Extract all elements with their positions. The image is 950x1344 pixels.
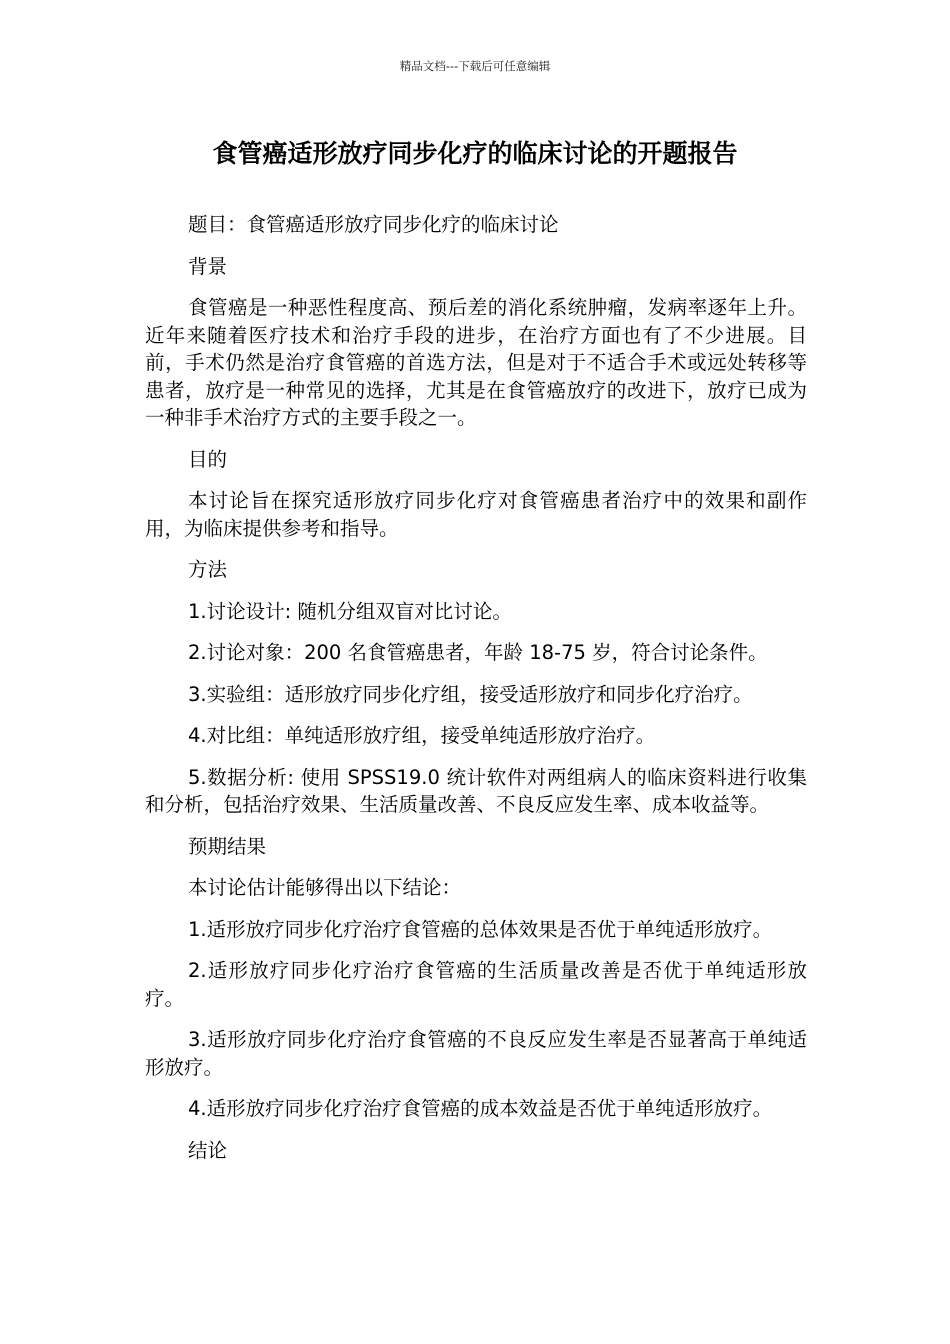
background-paragraph: 食管癌是一种恶性程度高、预后差的消化系统肿瘤，发病率逐年上升。近年来随着医疗技术和治疗手段的进步，在治疗方面也有了不少进展。目前，手术仍然是治疗食管癌的首选方法，但是对于不适合手术或远处转移等患者，放疗是一种常见的选择，尤其是在食管癌放疗的改进下，放疗已成为一种非手术治疗方式的主要手段之一。 (145, 296, 807, 429)
expected-results-intro: 本讨论估计能够得出以下结论： (188, 876, 462, 899)
method-item-experimental-group: 3.实验组：适形放疗同步化疗组，接受适形放疗和同步化疗治疗。 (188, 682, 753, 706)
method-item-data-analysis: 5.数据分析: 使用 SPSS19.0 统计软件对两组病人的临床资料进行收集和分析，包括治疗效果、生活质量改善、不良反应发生率、成本收益等。 (145, 765, 807, 816)
document-body (145, 211, 807, 1178)
subject-line: 题目：食管癌适形放疗同步化疗的临床讨论 (188, 213, 559, 236)
expected-result-item-2: 2.适形放疗同步化疗治疗食管癌的生活质量改善是否优于单纯适形放疗。 (145, 959, 807, 1010)
expected-result-item-4: 4.适形放疗同步化疗治疗食管癌的成本效益是否优于单纯适形放疗。 (188, 1097, 773, 1120)
document-title: 食管癌适形放疗同步化疗的临床讨论的开题报告 (212, 139, 738, 168)
purpose-paragraph: 本讨论旨在探究适形放疗同步化疗对食管癌患者治疗中的效果和副作用，为临床提供参考和指导。 (145, 489, 807, 540)
method-item-subjects: 2.讨论对象：200 名食管癌患者，年龄 18-75 岁，符合讨论条件。 (188, 641, 768, 664)
section-heading-conclusion: 结论 (188, 1138, 228, 1162)
header-note: 精品文档---下载后可任意编辑 (399, 59, 551, 73)
section-heading-expected-results: 预期结果 (188, 834, 267, 858)
method-item-control-group: 4.对比组：单纯适形放疗组，接受单纯适形放疗治疗。 (188, 724, 656, 747)
expected-result-item-3: 3.适形放疗同步化疗治疗食管癌的不良反应发生率是否显著高于单纯适形放疗。 (145, 1028, 807, 1079)
section-heading-background: 背景 (188, 254, 228, 278)
method-item-design: 1.讨论设计: 随机分组双盲对比讨论。 (188, 599, 512, 623)
section-heading-methods: 方法 (188, 558, 228, 581)
section-heading-purpose: 目的 (188, 447, 228, 471)
expected-result-item-1: 1.适形放疗同步化疗治疗食管癌的总体效果是否优于单纯适形放疗。 (188, 917, 773, 941)
